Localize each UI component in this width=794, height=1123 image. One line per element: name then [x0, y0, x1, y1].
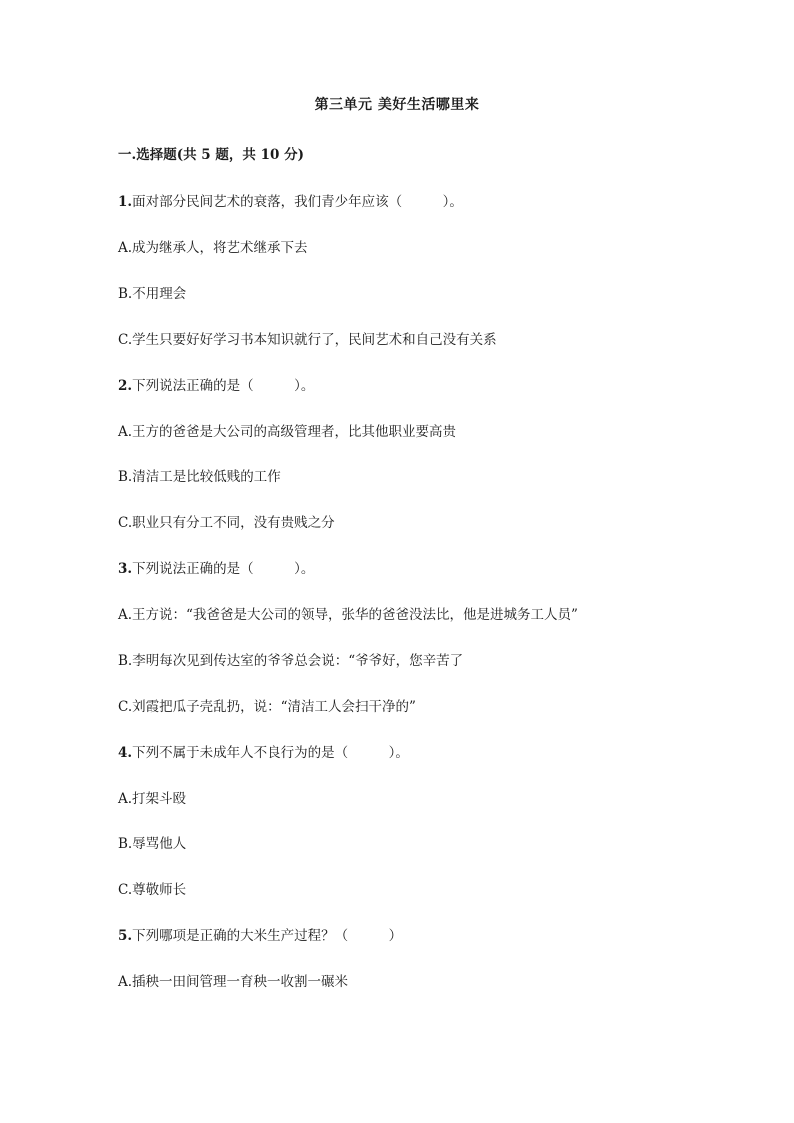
option-2b: B.清洁工是比较低贱的工作	[118, 469, 281, 485]
option-5a: A.插秧一田间管理一育秧一收割一碾米	[118, 974, 349, 990]
question-text: 下列不属于未成年人不良行为的是（ ）。	[132, 745, 409, 761]
question-number: 3.	[118, 561, 133, 577]
question-3	[118, 557, 314, 577]
question-number: 1.	[118, 194, 133, 210]
question-2	[118, 374, 314, 394]
question-number: 5.	[118, 928, 133, 944]
option-2a: A.王方的爸爸是大公司的高级管理者，比其他职业要高贵	[118, 424, 457, 440]
page-title: 第三单元 美好生活哪里来	[314, 97, 480, 113]
option-1b: B.不用理会	[118, 286, 187, 302]
question-number: 4.	[118, 745, 133, 761]
option-4a: A.打架斗殴	[118, 791, 187, 807]
question-text: 面对部分民间艺术的衰落，我们青少年应该（ ）。	[132, 194, 463, 210]
question-number: 2.	[118, 378, 133, 394]
question-1	[118, 190, 463, 210]
option-4b: B.辱骂他人	[118, 836, 187, 852]
option-2c: C.职业只有分工不同，没有贵贱之分	[118, 515, 335, 531]
option-3b: B.李明每次见到传达室的爷爷总会说：“爷爷好，您辛苦了	[118, 653, 464, 669]
question-4	[118, 741, 409, 761]
section-heading: 一.选择题(共 5 题，共 10 分)	[118, 147, 304, 163]
question-text: 下列说法正确的是（ ）。	[132, 378, 315, 394]
option-4c: C.尊敬师长	[118, 882, 187, 898]
question-text: 下列哪项是正确的大米生产过程？（ ）	[132, 928, 403, 944]
question-text: 下列说法正确的是（ ）。	[132, 561, 315, 577]
option-3a: A.王方说：“我爸爸是大公司的领导，张华的爸爸没法比，他是进城务工人员”	[118, 607, 578, 623]
question-5	[118, 924, 402, 944]
option-3c: C.刘霞把瓜子壳乱扔，说：“清洁工人会扫干净的”	[118, 699, 416, 715]
option-1a: A.成为继承人，将艺术继承下去	[118, 240, 308, 256]
option-1c: C.学生只要好好学习书本知识就行了，民间艺术和自己没有关系	[118, 332, 497, 348]
